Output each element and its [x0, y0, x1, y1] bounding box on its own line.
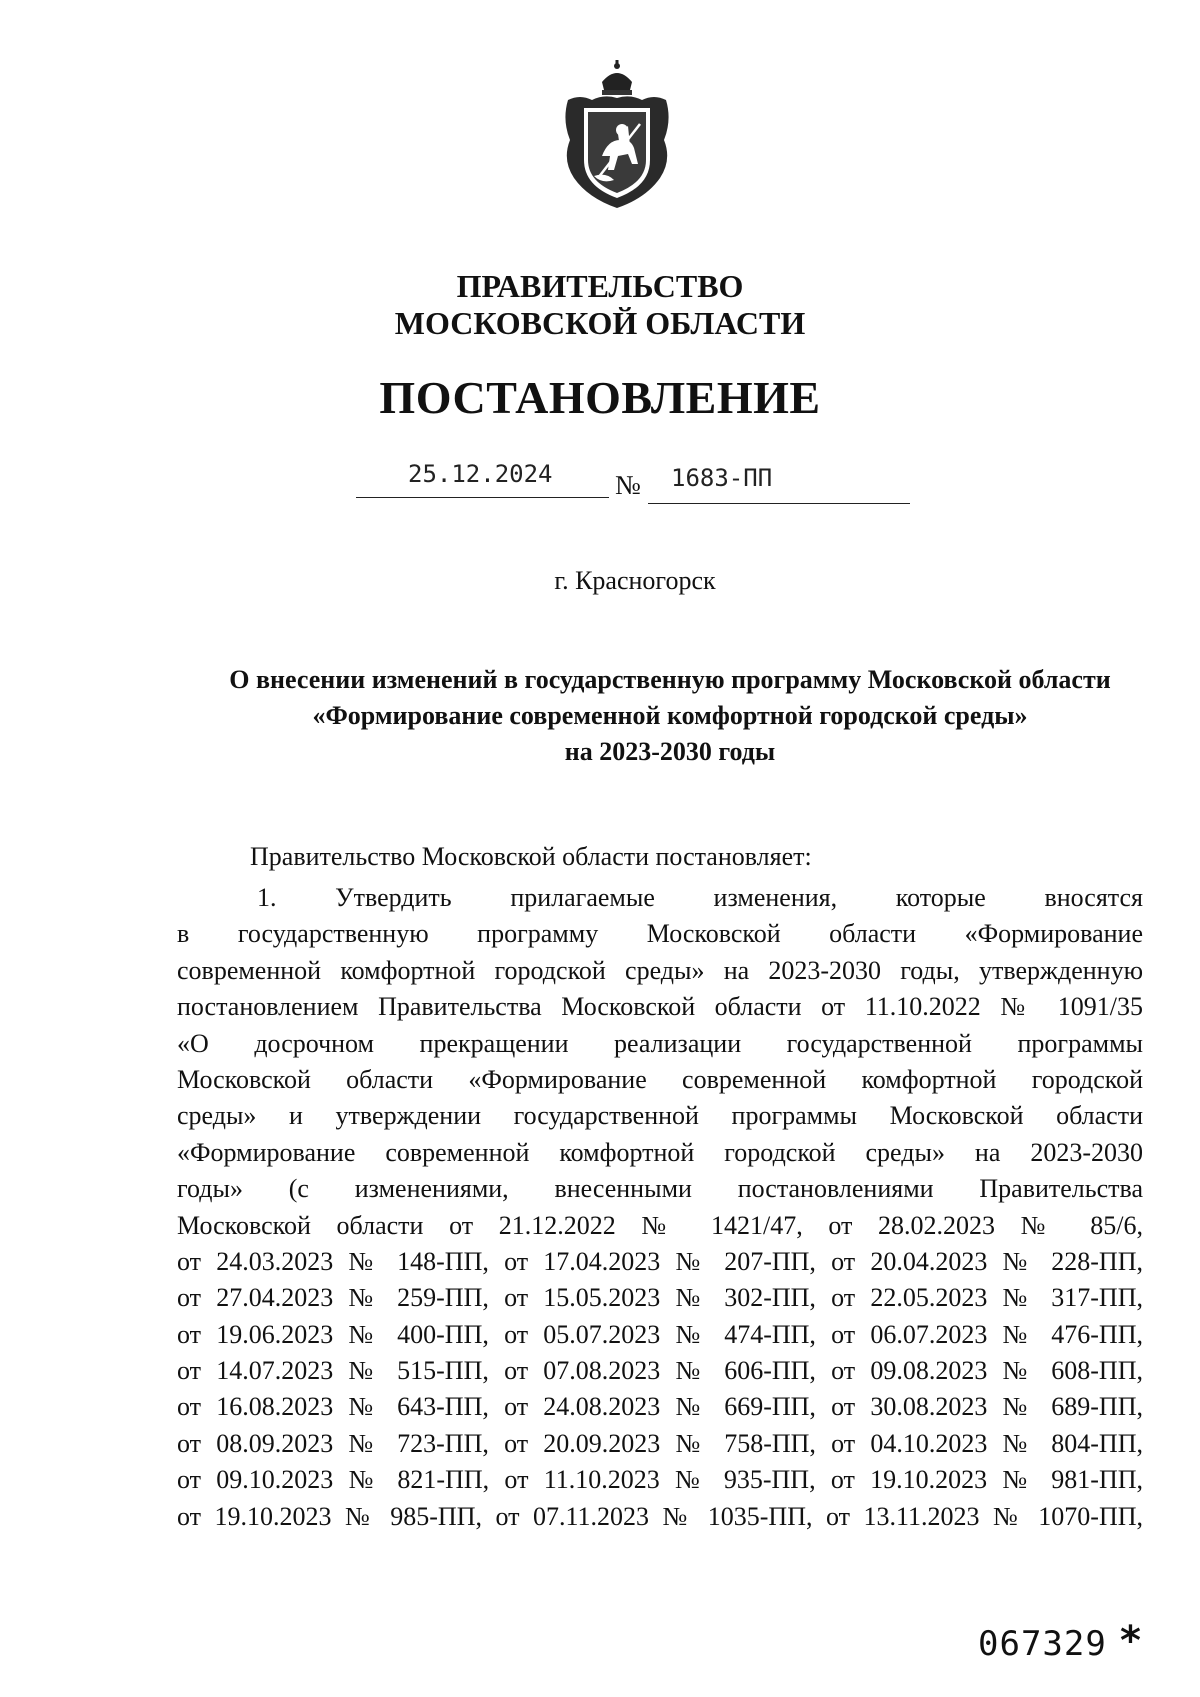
paragraph-line: постановлением Правительства Московской области от 11.10.2022 № 1091/35	[177, 992, 1143, 1022]
document-type-heading: ПОСТАНОВЛЕНИЕ	[379, 372, 821, 423]
paragraph-line: в государственную программу Московской области «Формирование	[177, 919, 1143, 949]
number-sign: №	[615, 470, 641, 500]
paragraph-line: годы» (с изменениями, внесенными постановлениями Правительства	[177, 1174, 1143, 1204]
organization-name-line1: ПРАВИТЕЛЬСТВО	[456, 268, 744, 304]
paragraph-line: от 24.03.2023 № 148-ПП, от 17.04.2023 № 207-ПП, от 20.04.2023 № 228-ПП,	[177, 1246, 1143, 1276]
paragraph-line: от 19.06.2023 № 400-ПП, от 05.07.2023 № 474-ПП, от 06.07.2023 № 476-ПП,	[177, 1319, 1143, 1349]
organization-name-line2: МОСКОВСКОЙ ОБЛАСТИ	[394, 305, 806, 341]
body-intro: Правительство Московской области постановляет:	[250, 842, 812, 871]
paragraph-line: Московской области от 21.12.2022 № 1421/47, от 28.02.2023 № 85/6,	[177, 1210, 1143, 1240]
paragraph-line: от 27.04.2023 № 259-ПП, от 15.05.2023 № 302-ПП, от 22.05.2023 № 317-ПП,	[177, 1283, 1143, 1313]
document-date: 25.12.2024	[408, 460, 553, 488]
paragraph-1	[177, 880, 1143, 1535]
document-number: 1683-ПП	[671, 464, 773, 492]
paragraph-line: от 09.10.2023 № 821-ПП, от 11.10.2023 № 935-ПП, от 19.10.2023 № 981-ПП,	[177, 1465, 1143, 1495]
document-title-line2: «Формирование современной комфортной городской среды»	[312, 701, 1028, 730]
paragraph-line: «Формирование современной комфортной городской среды» на 2023-2030	[177, 1137, 1143, 1167]
paragraph-line: «О досрочном прекращении реализации государственной программы	[177, 1028, 1143, 1058]
paragraph-line: от 16.08.2023 № 643-ПП, от 24.08.2023 № 669-ПП, от 30.08.2023 № 689-ПП,	[177, 1392, 1143, 1422]
city-name: г. Красногорск	[554, 566, 716, 595]
paragraph-line: современной комфортной городской среды» на 2023-2030 годы, утвержденную	[177, 955, 1143, 985]
coat-of-arms-icon	[558, 60, 676, 210]
date-underline	[356, 497, 609, 498]
document-title-line1: О внесении изменений в государственную программу Московской области	[229, 665, 1111, 694]
paragraph-line: от 08.09.2023 № 723-ПП, от 20.09.2023 № 758-ПП, от 04.10.2023 № 804-ПП,	[177, 1428, 1143, 1458]
paragraph-line: среды» и утверждении государственной программы Московской области	[177, 1101, 1143, 1131]
paragraph-line: Московской области «Формирование современной комфортной городской	[177, 1064, 1143, 1094]
paragraph-line: от 19.10.2023 № 985-ПП, от 07.11.2023 № 1035-ПП, от 13.11.2023 № 1070-ПП,	[177, 1501, 1143, 1531]
paragraph-line: от 14.07.2023 № 515-ПП, от 07.08.2023 № 606-ПП, от 09.08.2023 № 608-ПП,	[177, 1356, 1143, 1386]
stamp-number: 067329	[978, 1624, 1107, 1664]
document-title-line3: на 2023-2030 годы	[564, 737, 776, 766]
number-underline	[648, 503, 910, 504]
paragraph-line: 1. Утвердить прилагаемые изменения, которые вносятся	[257, 883, 1143, 912]
stamp-asterisk: *	[1120, 1618, 1141, 1664]
